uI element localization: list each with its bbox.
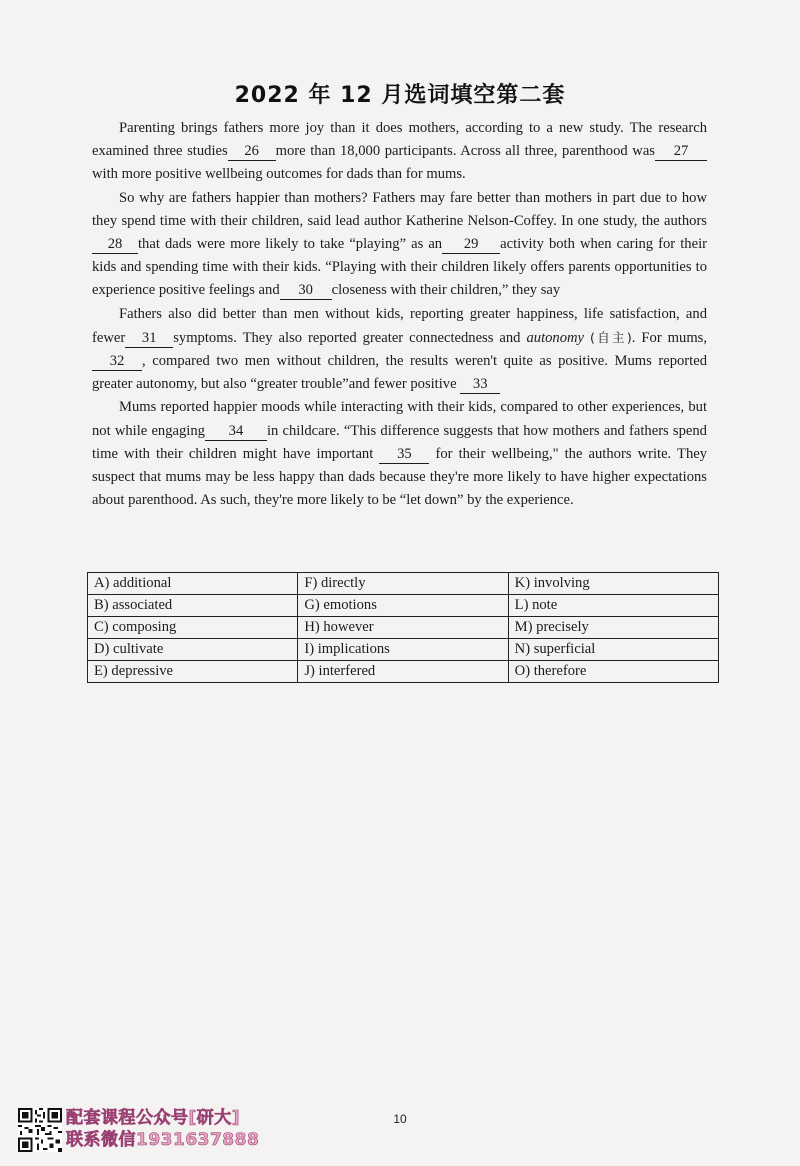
blank-26: 26 <box>228 143 276 161</box>
passage-text: activity both when caring for their kids and spending time with their kids. “Playing with their children likely offers parents opportunities to experience positive feelings and <box>92 236 707 299</box>
passage-text: closeness with their children,” they say <box>331 282 561 299</box>
passage-text: So why are fathers happier than mothers? Fathers may fare better than mothers in part due to how they spend time with their children, said lead author Katherine Nelson-Coffey. In one study, the authors <box>92 189 707 229</box>
watermark-line-1: 配套课程公众号[研大] <box>66 1108 241 1128</box>
italic-term: autonomy <box>526 329 585 346</box>
table-row <box>88 617 719 639</box>
table-row <box>88 661 719 683</box>
paragraph-2 <box>92 187 707 303</box>
option-cell: H) however <box>298 617 508 639</box>
option-cell: E) depressive <box>88 661 298 683</box>
option-cell: D) cultivate <box>88 639 298 661</box>
passage-text: Parenting brings fathers more joy than it does mothers, according to a new study. The research examined three studies <box>92 120 707 160</box>
passage-text: . For mums, <box>631 329 707 346</box>
blank-35: 35 <box>379 446 429 464</box>
option-cell: C) composing <box>88 617 298 639</box>
passage-text: with more positive wellbeing outcomes for dads than for mums. <box>92 166 466 183</box>
watermark-line-2: 联系微信1931637888 <box>66 1130 260 1150</box>
chinese-gloss: (自主) <box>590 329 632 345</box>
passage-text: Fathers also did better than men without kids, reporting greater happiness, life satisfaction, and fewer <box>92 305 707 346</box>
passage <box>92 117 707 512</box>
passage-text: Mums reported happier moods while interacting with their kids, compared to other experiences, but not while engaging <box>92 399 707 439</box>
blank-28: 28 <box>92 236 138 254</box>
option-cell: K) involving <box>508 573 718 595</box>
option-cell: B) associated <box>88 595 298 617</box>
watermark <box>18 1108 318 1156</box>
table-row <box>88 639 719 661</box>
option-cell: I) implications <box>298 639 508 661</box>
passage-text: symptoms. They also reported greater connectedness and <box>173 329 521 346</box>
blank-29: 29 <box>442 236 500 254</box>
blank-30: 30 <box>280 282 332 300</box>
blank-34: 34 <box>205 423 267 441</box>
passage-text: , compared two men without children, the results weren't quite as positive. Mums reported greater autonomy, but also “greater trouble”and fewer positive <box>92 353 707 393</box>
paragraph-4 <box>92 396 707 512</box>
blank-33: 33 <box>460 376 500 394</box>
blank-31: 31 <box>125 330 173 348</box>
option-cell: L) note <box>508 595 718 617</box>
passage-text: for their wellbeing," the authors write. They suspect that mums may be less happy than dads because they're more likely to have higher expectations about parenthood. As such, they're more likely to be “let down” by the experience. <box>92 445 708 509</box>
option-cell: N) superficial <box>508 639 718 661</box>
option-cell: F) directly <box>298 573 508 595</box>
page-title: 2022 年 12 月选词填空第二套 <box>234 83 566 108</box>
page-number: 10 <box>393 1112 407 1126</box>
blank-27: 27 <box>655 143 707 161</box>
option-cell: G) emotions <box>298 595 508 617</box>
qr-code-icon <box>18 1108 62 1152</box>
passage-text: that dads were more likely to take “playing” as an <box>138 236 443 253</box>
table-row <box>88 595 719 617</box>
option-cell: J) interfered <box>298 661 508 683</box>
paragraph-3 <box>92 303 707 397</box>
word-bank-table <box>87 572 719 683</box>
passage-text: in childcare. “This difference suggests that how mothers and fathers spend time with their children might have important <box>92 422 707 462</box>
option-cell: A) additional <box>88 573 298 595</box>
option-cell: M) precisely <box>508 617 718 639</box>
paragraph-1 <box>92 117 707 187</box>
passage-text: more than 18,000 participants. Across all three, parenthood was <box>275 143 655 160</box>
option-cell: O) therefore <box>508 661 718 683</box>
blank-32: 32 <box>92 353 142 371</box>
table-row <box>88 573 719 595</box>
